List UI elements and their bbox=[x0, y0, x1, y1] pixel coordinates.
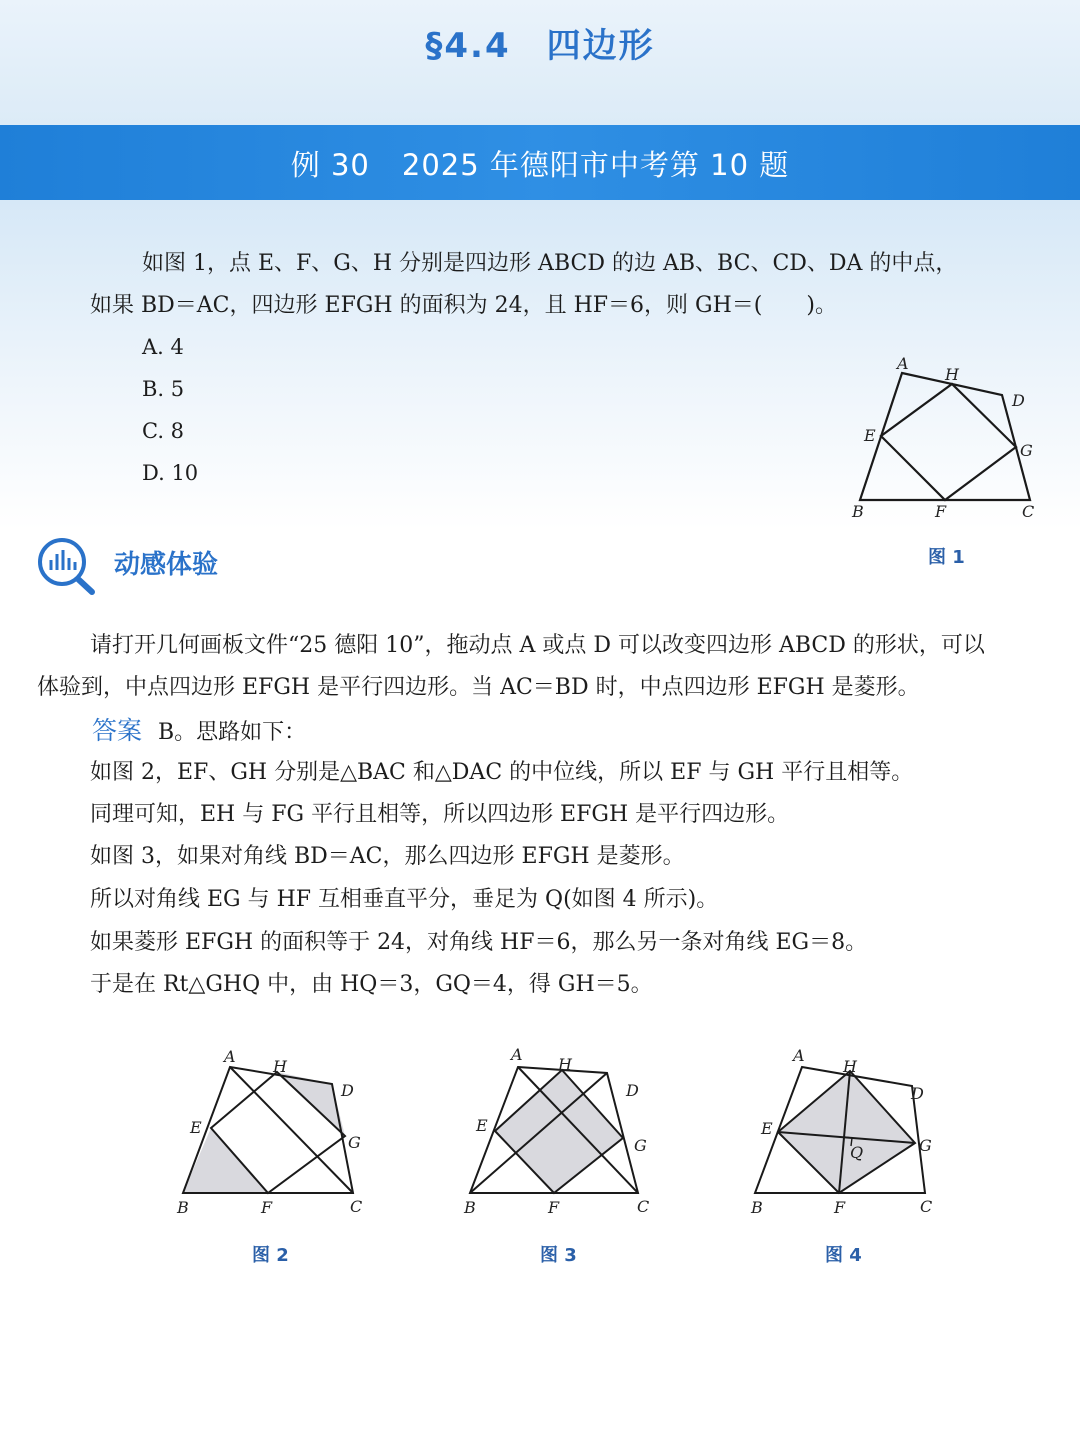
caption-figure-1: 图 1 bbox=[928, 547, 965, 568]
label-h: H bbox=[558, 1055, 572, 1074]
choice-a: A. 4 bbox=[142, 335, 184, 359]
problem-line-1: 如图 1，点 E、F、G、H 分别是四边形 ABCD 的边 AB、BC、CD、DA 的中点， bbox=[142, 251, 958, 276]
label-b: B bbox=[852, 502, 864, 521]
label-f: F bbox=[261, 1198, 273, 1217]
label-c: C bbox=[637, 1197, 650, 1216]
dynamic-line-2: 体验到，中点四边形 EFGH 是平行四边形。当 AC＝BD 时，中点四边形 EFGH 是菱形。 bbox=[37, 675, 920, 700]
answer-text: B。思路如下： bbox=[158, 720, 307, 745]
label-c: C bbox=[920, 1197, 933, 1216]
figure-2 bbox=[170, 1045, 380, 1225]
caption-figure-4: 图 4 bbox=[825, 1245, 862, 1266]
caption-figure-3: 图 3 bbox=[540, 1245, 577, 1266]
label-e: E bbox=[761, 1119, 773, 1138]
answer-line-5: 如果菱形 EFGH 的面积等于 24，对角线 HF＝6，那么另一条对角线 EG＝8。 bbox=[90, 930, 868, 955]
label-g: G bbox=[1020, 441, 1033, 460]
label-h: H bbox=[273, 1057, 287, 1076]
choice-d: D. 10 bbox=[142, 461, 199, 485]
label-c: C bbox=[1022, 502, 1035, 521]
answer-label: 答案 bbox=[92, 716, 143, 745]
label-h: H bbox=[945, 365, 959, 384]
chart-magnifier-icon bbox=[34, 536, 98, 596]
label-d: D bbox=[626, 1081, 639, 1100]
quad-efgh bbox=[881, 384, 1016, 500]
choice-b: B. 5 bbox=[142, 377, 185, 401]
label-g: G bbox=[634, 1136, 647, 1155]
label-e: E bbox=[190, 1118, 202, 1137]
label-b: B bbox=[177, 1198, 189, 1217]
label-q: Q bbox=[850, 1143, 864, 1162]
label-g: G bbox=[348, 1133, 361, 1152]
label-g: G bbox=[919, 1136, 932, 1155]
label-b: B bbox=[464, 1198, 476, 1217]
section-name: 四边形 bbox=[546, 26, 655, 66]
section-number: §4.4 bbox=[425, 26, 511, 66]
answer-lead bbox=[92, 716, 306, 748]
shade-rhombus bbox=[495, 1070, 623, 1193]
label-f: F bbox=[935, 502, 947, 521]
label-e: E bbox=[864, 426, 876, 445]
example-label: 例 30 bbox=[290, 148, 370, 182]
answer-line-6: 于是在 Rt△GHQ 中，由 HQ＝3，GQ＝4，得 GH＝5。 bbox=[90, 972, 653, 997]
choice-c: C. 8 bbox=[142, 419, 185, 443]
answer-line-2: 同理可知，EH 与 FG 平行且相等，所以四边形 EFGH 是平行四边形。 bbox=[90, 802, 790, 827]
figure-4 bbox=[745, 1045, 955, 1225]
label-a: A bbox=[224, 1047, 236, 1066]
label-c: C bbox=[350, 1197, 363, 1216]
answer-line-4: 所以对角线 EG 与 HF 互相垂直平分，垂足为 Q(如图 4 所示)。 bbox=[90, 887, 719, 912]
label-f: F bbox=[834, 1198, 846, 1217]
example-source: 2025 年德阳市中考第 10 题 bbox=[401, 148, 790, 182]
label-a: A bbox=[793, 1046, 805, 1065]
section-title bbox=[0, 18, 1080, 67]
label-d: D bbox=[1012, 391, 1025, 410]
label-b: B bbox=[751, 1198, 763, 1217]
dynamic-line-1: 请打开几何画板文件“25 德阳 10”，拖动点 A 或点 D 可以改变四边形 ABCD 的形状，可以 bbox=[90, 633, 985, 658]
caption-figure-2: 图 2 bbox=[252, 1245, 289, 1266]
answer-line-3: 如图 3，如果对角线 BD＝AC，那么四边形 EFGH 是菱形。 bbox=[90, 844, 685, 869]
label-d: D bbox=[341, 1081, 354, 1100]
label-h: H bbox=[843, 1057, 857, 1076]
shade-rhombus bbox=[778, 1071, 915, 1193]
dynamic-heading: 动感体验 bbox=[114, 550, 219, 580]
label-f: F bbox=[548, 1198, 560, 1217]
label-d: D bbox=[911, 1084, 924, 1103]
problem-line-2: 如果 BD＝AC，四边形 EFGH 的面积为 24，且 HF＝6，则 GH＝( )。 bbox=[90, 293, 837, 318]
answer-line-1: 如图 2，EF、GH 分别是△BAC 和△DAC 的中位线，所以 EF 与 GH 平行且相等。 bbox=[90, 760, 914, 785]
label-a: A bbox=[511, 1045, 523, 1064]
figure-3 bbox=[460, 1045, 670, 1225]
label-e: E bbox=[476, 1116, 488, 1135]
example-title bbox=[0, 143, 1080, 184]
label-a: A bbox=[897, 355, 909, 373]
figure-1 bbox=[850, 355, 1050, 525]
